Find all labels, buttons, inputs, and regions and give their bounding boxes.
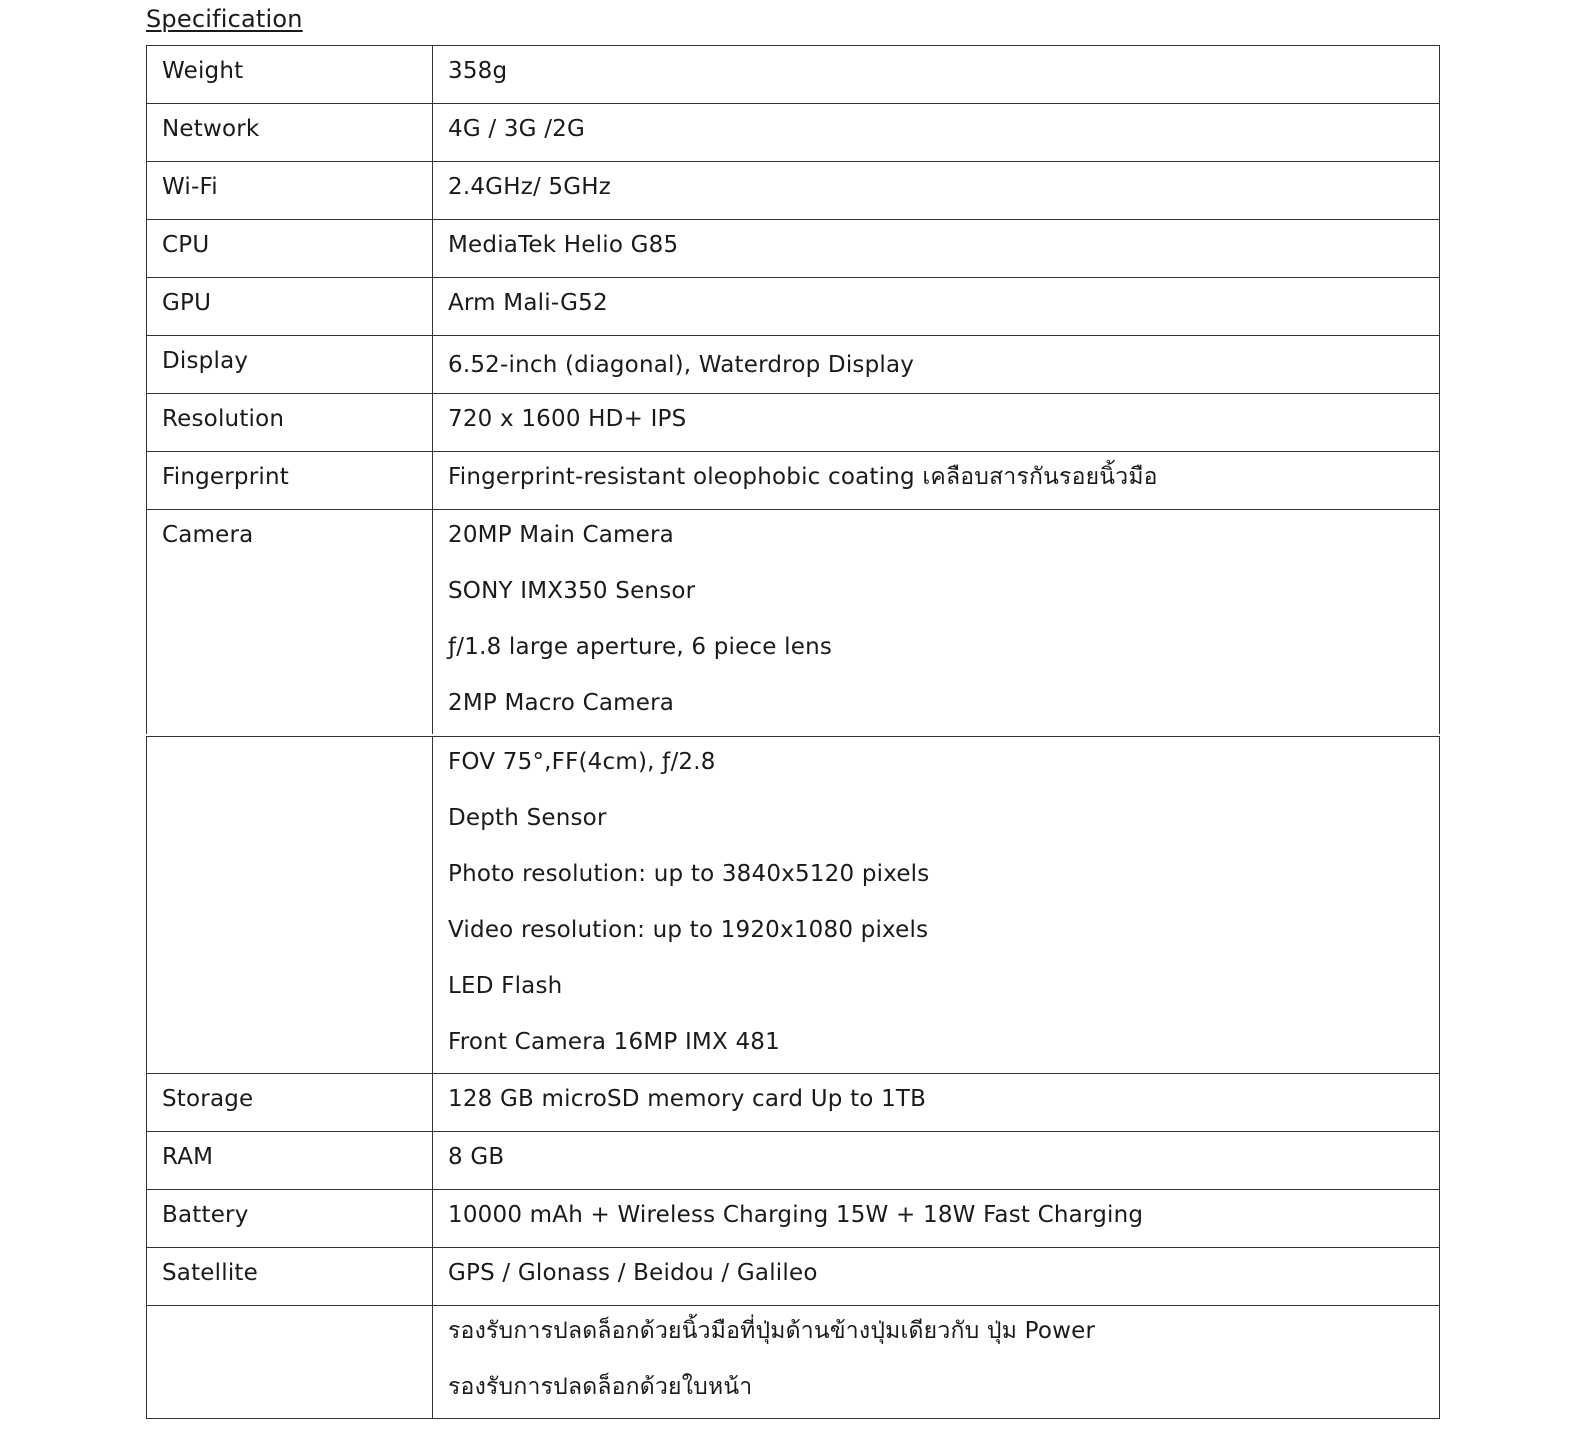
label-cell (147, 1132, 433, 1190)
table-row-wifi (147, 162, 1440, 220)
label-cell (147, 162, 433, 220)
table-row-weight (147, 46, 1440, 104)
row-label: Wi-Fi (162, 174, 218, 200)
label-cell (147, 46, 433, 104)
row-label: Weight (162, 58, 244, 84)
table-row-display (147, 336, 1440, 394)
row-value: Fingerprint-resistant oleophobic coating เคลือบสารกันรอยนิ้วมือ (448, 464, 1158, 490)
camera-line: Front Camera 16MP IMX 481 (448, 1029, 780, 1055)
value-cell (433, 1248, 1440, 1306)
camera-line: ƒ/1.8 large aperture, 6 piece lens (448, 634, 833, 660)
table-row-gpu (147, 278, 1440, 336)
label-cell (147, 1074, 433, 1132)
value-cell (433, 162, 1440, 220)
camera-line: Video resolution: up to 1920x1080 pixels (448, 917, 929, 943)
value-cell (433, 452, 1440, 510)
row-label: GPU (162, 290, 212, 316)
table-row-cpu (147, 220, 1440, 278)
label-cell (147, 278, 433, 336)
value-cell (433, 510, 1440, 735)
label-cell (147, 336, 433, 394)
unlock-line: รองรับการปลดล็อกด้วยใบหน้า (448, 1374, 753, 1400)
value-cell (433, 46, 1440, 104)
value-cell (433, 1074, 1440, 1132)
row-value: 4G / 3G /2G (448, 116, 585, 142)
row-label: CPU (162, 232, 210, 258)
table-row-battery (147, 1190, 1440, 1248)
row-label: Camera (162, 522, 254, 548)
value-cell (433, 1132, 1440, 1190)
camera-line: LED Flash (448, 973, 563, 999)
row-label: Fingerprint (162, 464, 289, 490)
row-value: 2.4GHz/ 5GHz (448, 174, 612, 200)
row-label: Resolution (162, 406, 285, 432)
value-cell (433, 278, 1440, 336)
table-row-unlock (147, 1306, 1440, 1419)
table-row-camera (147, 510, 1440, 735)
row-value: 358g (448, 58, 508, 84)
label-cell (147, 394, 433, 452)
row-value: 720 x 1600 HD+ IPS (448, 406, 687, 432)
unlock-line: รองรับการปลดล็อกด้วยนิ้วมือที่ปุ่มด้านข้างปุ่มเดียวกับ ปุ่ม Power (448, 1318, 1096, 1344)
row-label: Satellite (162, 1260, 259, 1286)
row-value: 10000 mAh + Wireless Charging 15W + 18W Fast Charging (448, 1202, 1144, 1228)
camera-line: 2MP Macro Camera (448, 690, 675, 716)
value-cell (433, 336, 1440, 394)
label-cell (147, 1190, 433, 1248)
row-label: Display (162, 348, 249, 374)
row-value: Arm Mali-G52 (448, 290, 608, 316)
table-row-satellite (147, 1248, 1440, 1306)
table-row-storage (147, 1074, 1440, 1132)
label-cell (147, 1306, 433, 1419)
table-row-network (147, 104, 1440, 162)
spec-table (146, 45, 1440, 1419)
label-cell (147, 452, 433, 510)
row-value: 6.52-inch (diagonal), Waterdrop Display (448, 352, 915, 378)
camera-line: SONY IMX350 Sensor (448, 578, 696, 604)
table-row-camera-continued (147, 737, 1440, 1074)
label-cell (147, 737, 433, 1074)
row-label: RAM (162, 1144, 214, 1170)
row-label: Network (162, 116, 260, 142)
row-value: MediaTek Helio G85 (448, 232, 679, 258)
camera-line: 20MP Main Camera (448, 522, 674, 548)
row-value: 8 GB (448, 1144, 505, 1170)
value-cell (433, 737, 1440, 1074)
label-cell (147, 510, 433, 735)
row-label: Battery (162, 1202, 249, 1228)
row-label (162, 1306, 432, 1363)
label-cell (147, 104, 433, 162)
value-cell (433, 394, 1440, 452)
label-cell (147, 1248, 433, 1306)
camera-line: Depth Sensor (448, 805, 607, 831)
value-cell (433, 104, 1440, 162)
label-cell (147, 220, 433, 278)
camera-line: Photo resolution: up to 3840x5120 pixels (448, 861, 930, 887)
table-row-resolution (147, 394, 1440, 452)
row-value: 128 GB microSD memory card Up to 1TB (448, 1086, 927, 1112)
page-title: Specification (146, 5, 303, 33)
value-cell (433, 1306, 1440, 1419)
camera-line: FOV 75°,FF(4cm), ƒ/2.8 (448, 749, 716, 775)
value-cell (433, 1190, 1440, 1248)
table-row-fingerprint (147, 452, 1440, 510)
row-value: GPS / Glonass / Beidou / Galileo (448, 1260, 818, 1286)
row-label: Storage (162, 1086, 254, 1112)
table-row-ram (147, 1132, 1440, 1190)
value-cell (433, 220, 1440, 278)
